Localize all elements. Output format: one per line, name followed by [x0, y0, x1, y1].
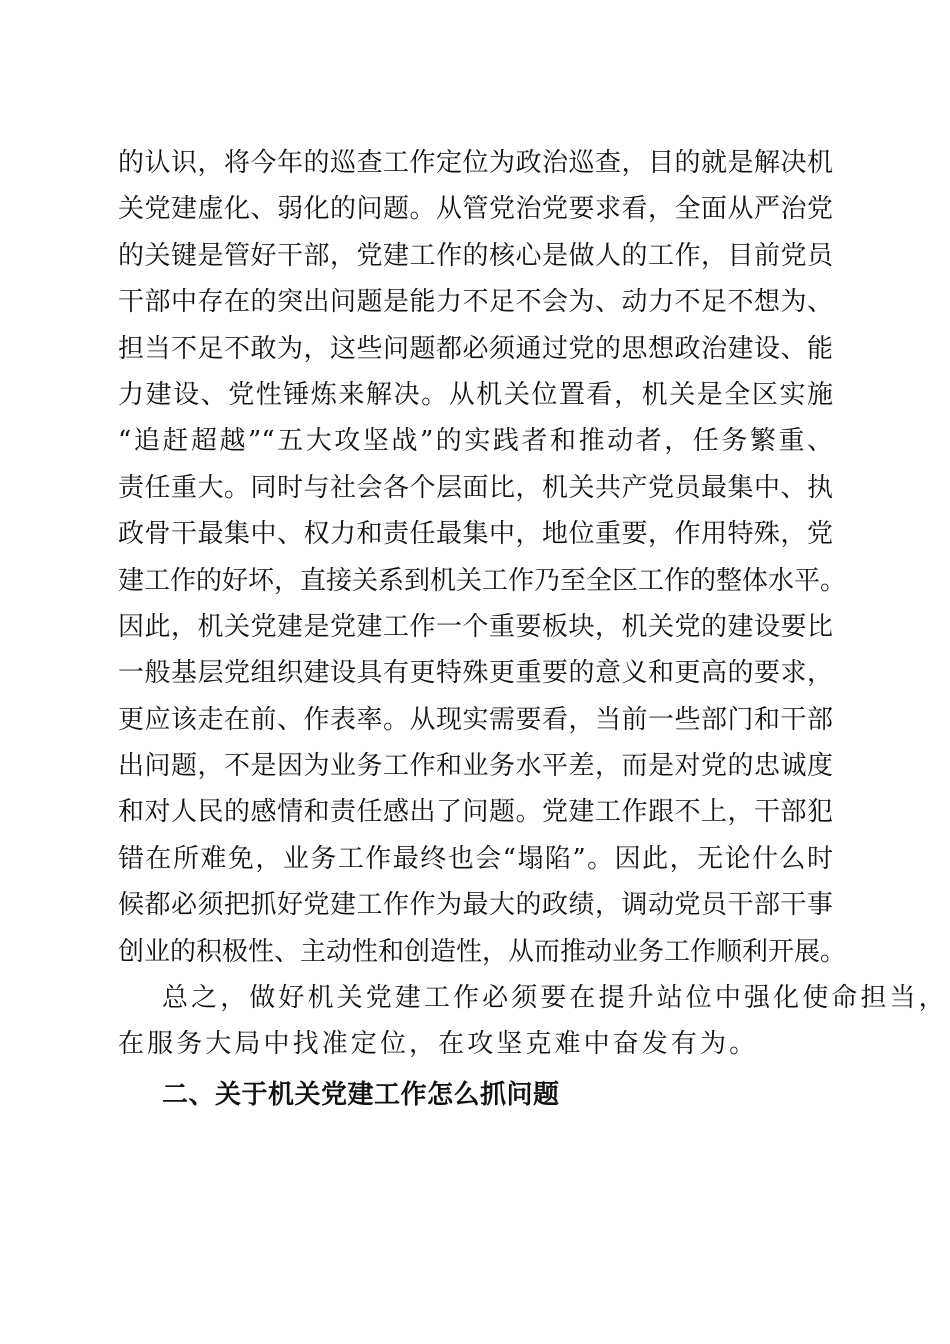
text-line: 干部中存在的突出问题是能力不足不会为、动力不足不想为、 — [118, 287, 833, 318]
text-line: 责任重大。同时与社会各个层面比，机关共产党员最集中、执 — [118, 472, 833, 503]
text-line: 更应该走在前、作表率。从现实需要看，当前一些部门和干部 — [118, 704, 833, 735]
paragraph-summary — [118, 975, 948, 1068]
section-heading: 二、关于机关党建工作怎么抓问题 — [162, 1079, 560, 1110]
text-line: 担当不足不敢为，这些问题都必须通过党的思想政治建设、能 — [118, 333, 833, 364]
text-line: 的认识，将今年的巡查工作定位为政治巡查，目的就是解决机 — [118, 148, 833, 178]
text-line: 关党建虚化、弱化的问题。从管党治党要求看，全面从严治党 — [118, 194, 833, 225]
text-line: “追赶超越”“五大攻坚战”的实践者和推动者，任务繁重、 — [118, 426, 833, 457]
text-line: 创业的积极性、主动性和创造性，从而推动业务工作顺利开展。 — [118, 936, 847, 967]
text-line: 的关键是管好干部，党建工作的核心是做人的工作，目前党员 — [118, 240, 833, 271]
text-line: 力建设、党性锤炼来解决。从机关位置看，机关是全区实施 — [118, 379, 833, 410]
text-line: 候都必须把抓好党建工作作为最大的政绩，调动党员干部干事 — [118, 890, 833, 921]
text-line: 一般基层党组织建设具有更特殊更重要的意义和更高的要求， — [118, 658, 833, 689]
text-line: 政骨干最集中、权力和责任最集中，地位重要，作用特殊，党 — [118, 519, 833, 550]
text-line: 因此，机关党建是党建工作一个重要板块，机关党的建设要比 — [118, 611, 833, 642]
text-line: 错在所难免，业务工作最终也会“塌陷”。因此，无论什么时 — [118, 843, 833, 874]
text-line: 出问题，不是因为业务工作和业务水平差，而是对党的忠诚度 — [118, 751, 833, 782]
text-line: 和对人民的感情和责任感出了问题。党建工作跟不上，干部犯 — [118, 797, 833, 828]
text-line: 建工作的好坏，直接关系到机关工作乃至全区工作的整体水平。 — [118, 565, 847, 596]
paragraph-importance — [118, 140, 847, 975]
text-line: 在服务大局中找准定位，在攻坚克难中奋发有为。 — [118, 1029, 759, 1060]
text-line: 总之，做好机关党建工作必须要在提升站位中强化使命担当， — [162, 983, 948, 1014]
document-page — [118, 140, 948, 1118]
